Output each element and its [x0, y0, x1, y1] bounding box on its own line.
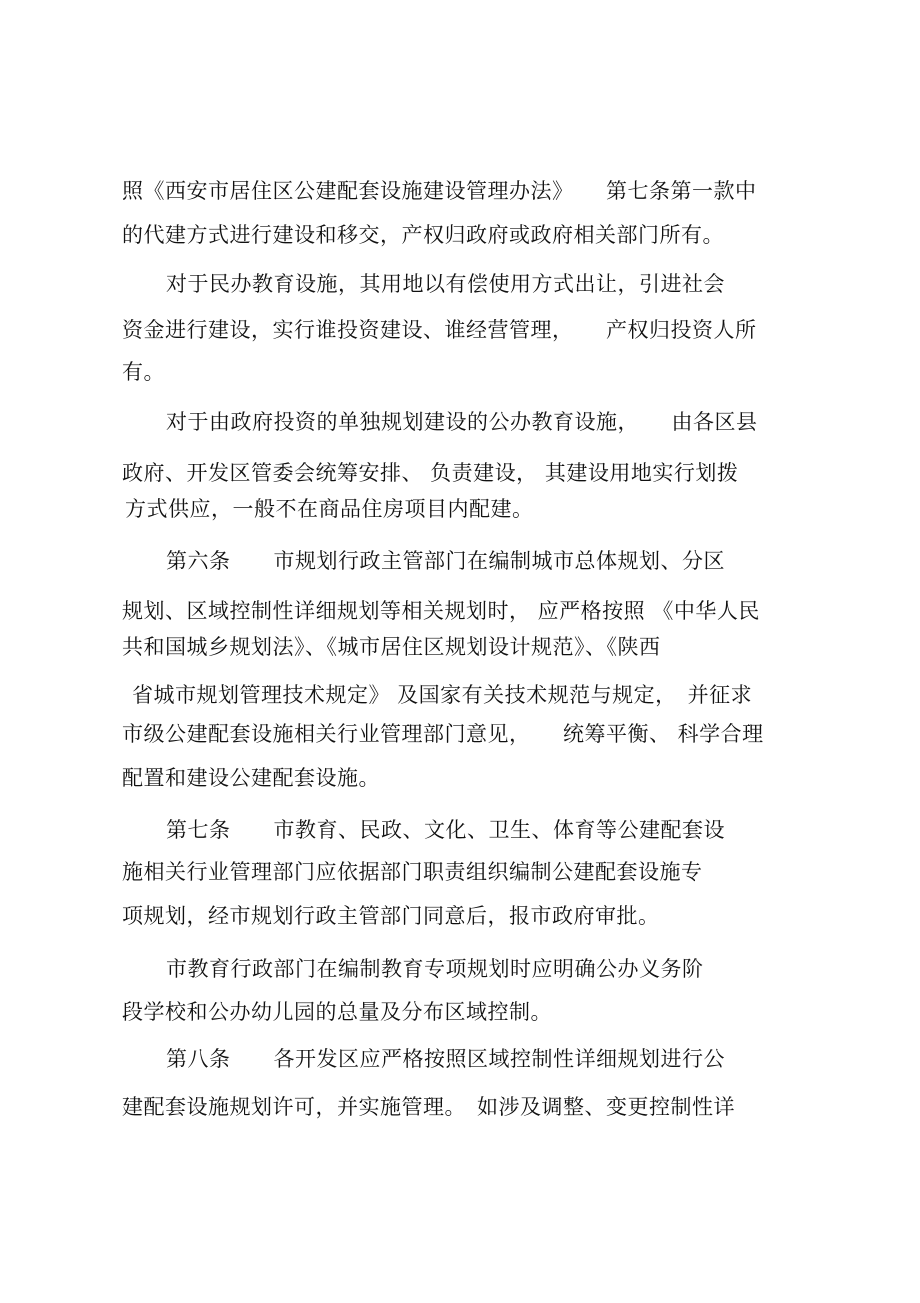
text-line: 项规划，经市规划行政主管部门同意后，报市政府审批。	[122, 904, 660, 928]
text-line: 段学校和公办幼儿园的总量及分布区域控制。	[122, 1000, 552, 1024]
text-line: 省城市规划管理技术规定》 及国家有关技术规范与规定， 并征求	[132, 683, 753, 707]
text-line: 有。	[122, 360, 165, 384]
text-line: 资金进行建设，实行谁投资建设、谁经营管理， 产权归投资人所	[122, 318, 757, 342]
text-line: 规划、区域控制性详细规划等相关规划时， 应严格按照 《中华人民	[122, 599, 760, 623]
text-line: 第六条 市规划行政主管部门在编制城市总体规划、分区	[166, 549, 725, 573]
text-line: 政府、开发区管委会统筹安排、 负责建设， 其建设用地实行划拨	[122, 461, 739, 485]
text-line: 对于由政府投资的单独规划建设的公办教育设施， 由各区县	[166, 410, 758, 434]
text-line: 配置和建设公建配套设施。	[122, 766, 380, 790]
text-line: 市教育行政部门在编制教育专项规划时应明确公办义务阶	[166, 957, 704, 981]
text-line: 市级公建配套设施相关行业管理部门意见， 统筹平衡、 科学合理	[122, 722, 764, 746]
text-line: 施相关行业管理部门应依据部门职责组织编制公建配套设施专	[122, 860, 703, 884]
text-line: 第八条 各开发区应严格按照区域控制性详细规划进行公	[166, 1047, 725, 1071]
text-line: 的代建方式进行建设和移交，产权归政府或政府相关部门所有。	[122, 223, 724, 247]
text-line: 建配套设施规划许可，并实施管理。 如涉及调整、变更控制性详	[122, 1095, 735, 1119]
text-line: 照《西安市居住区公建配套设施建设管理办法》 第七条第一款中	[122, 179, 757, 203]
text-line: 共和国城乡规划法》、《城市居住区规划设计规范》、《陕西	[122, 635, 661, 659]
text-line: 第七条 市教育、民政、文化、卫生、体育等公建配套设	[166, 818, 725, 842]
text-line: 对于民办教育设施，其用地以有偿使用方式出让，引进社会	[166, 272, 725, 296]
text-line: 方式供应，一般不在商品住房项目内配建。	[125, 497, 534, 521]
